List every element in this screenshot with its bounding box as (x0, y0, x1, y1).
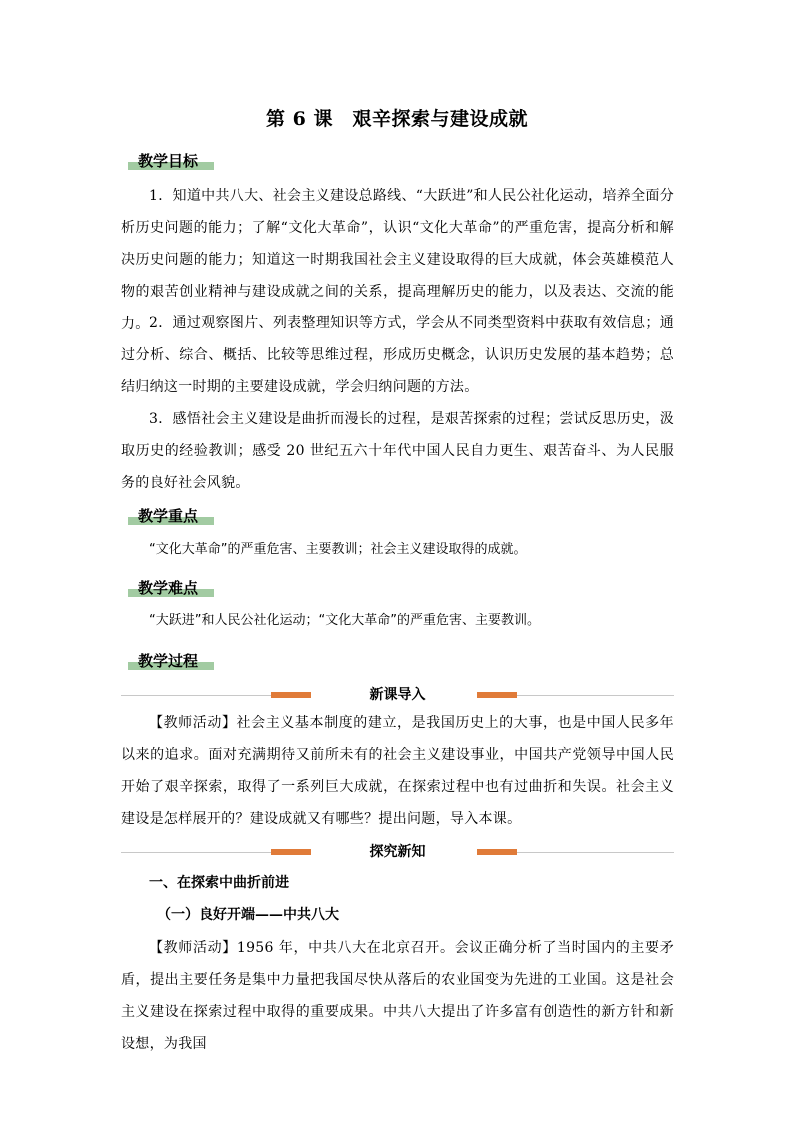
subpart-title: （一）良好开端——中共八大 (157, 907, 339, 923)
heading-text: 教学目标 (138, 152, 199, 170)
divider-title: 新课导入 (369, 687, 426, 703)
divider-title: 探究新知 (369, 844, 426, 860)
key-points-text: “文化大革命”的严重危害、主要教训；社会主义建设取得的成就。 (149, 542, 527, 557)
goal-item-2: 2．通过观察图片、列表整理知识等方式，学会从不同类型资料中获取有效信息；通过分析、综合、概括、比较等思维过程，形成历史概念，认识历史发展的基本趋势；总结归纳这一时期的主要建设成就，学会归纳问题的方法。 (121, 315, 674, 395)
goal-item-1: 1．知道中共八大、社会主义建设总路线、“大跃进”和人民公社化运动，培养全面分析历史问题的能力；了解“文化大革命”，认识“文化大革命”的严重危害，提高分析和解决历史问题的能力；知道这一时期我国社会主义建设取得的巨大成就，体会英雄模范人物的艰苦创业精神与建设成就之间的关系，提高理解历史的能力，以及表达、交流的能力。 (121, 188, 674, 332)
intro-text: 【教师活动】社会主义基本制度的建立，是我国历史上的大事，也是中国人民多年以来的追求。面对充满期待又前所未有的社会主义建设事业，中国共产党领导中国人民开始了艰辛探索，取得了一系列巨大成就，在探索过程中也有过曲折和失误。社会主义建设是怎样展开的？建设成就又有哪些？提出问题，导入本课。 (121, 715, 674, 827)
part1-text: 【教师活动】1956 年，中共八大在北京召开。会议正确分析了当时国内的主要矛盾，提出主要任务是集中力量把我国尽快从落后的农业国变为先进的工业国。这是社会主义建设在探索过程中取得的重要成果。中共八大提出了许多富有创造性的新方针和新设想，为我国 (121, 940, 674, 1052)
part-title: 一、在探索中曲折前进 (149, 875, 289, 891)
goal-item-3: 3．感悟社会主义建设是曲折而漫长的过程，是艰苦探索的过程；尝试反思历史，汲取历史的经验教训；感受 20 世纪五六十年代中国人民自力更生、艰苦奋斗、为人民服务的良好社会风貌。 (121, 411, 674, 491)
difficult-points-text: “大跃进”和人民公社化运动；“文化大革命”的严重危害、主要教训。 (149, 613, 540, 628)
heading-text: 教学难点 (138, 579, 199, 597)
divider-intro (121, 685, 674, 705)
heading-text: 教学过程 (138, 652, 199, 670)
heading-text: 教学重点 (138, 507, 199, 525)
lesson-title: 第 6 课 艰辛探索与建设成就 (266, 108, 528, 130)
divider-explore (121, 842, 674, 862)
